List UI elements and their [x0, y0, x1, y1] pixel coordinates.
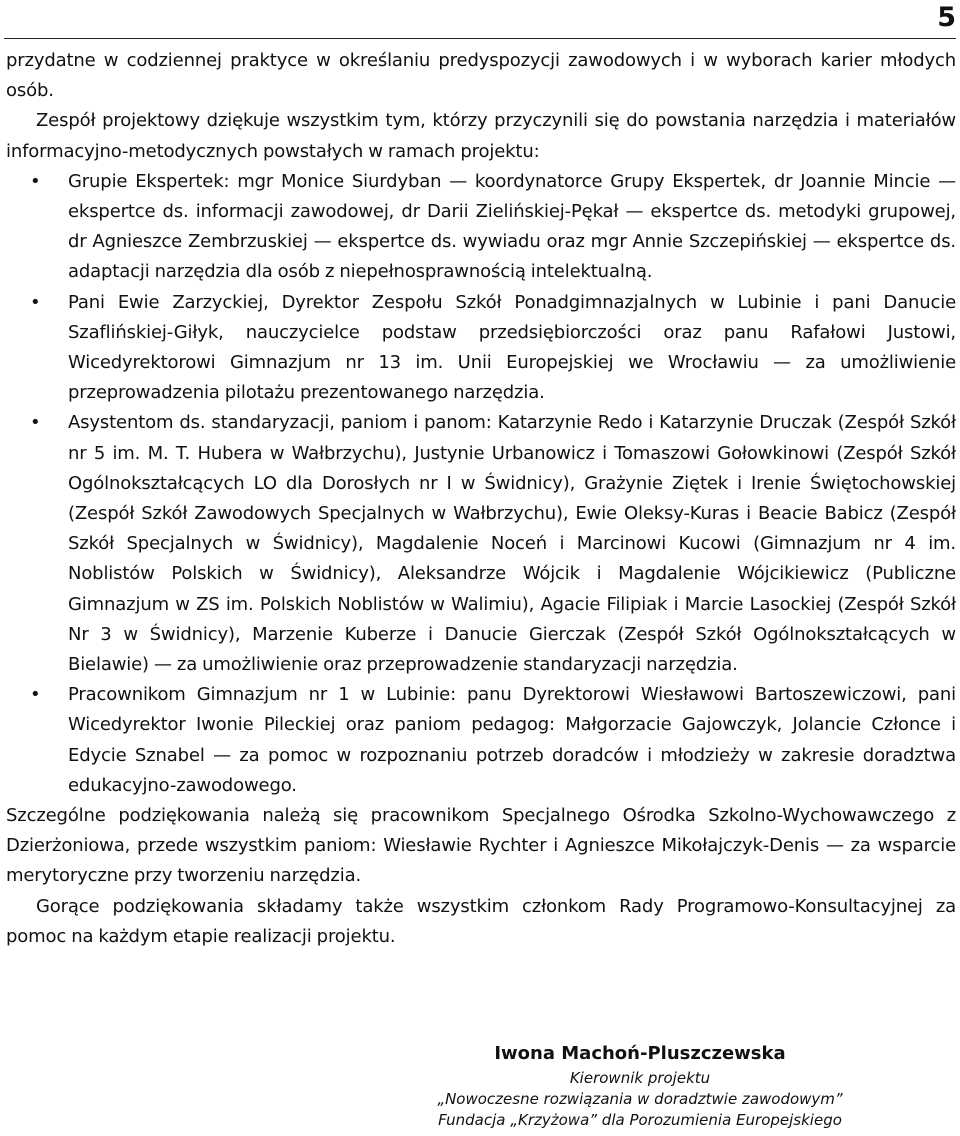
bullet-icon: •	[30, 291, 41, 313]
warm-thanks-paragraph: Gorące podziękowania składamy także wszystkim członkom Rady Programowo-Konsultacyjnej za pomoc na każdym etapie realizacji projektu.	[6, 895, 956, 947]
bullet-icon: •	[30, 170, 41, 192]
signatory-name: Iwona Machoń-Pluszczewska	[494, 1043, 786, 1064]
list-item	[6, 680, 956, 801]
list-item-text: Asystentom ds. standaryzacji, paniom i panom: Katarzynie Redo i Katarzynie Druczak (Zespół Szkół nr 5 im. M. T. Hubera w Wałbrzychu), Justynie Urbanowicz i Tomaszowi Gołowkinowi (Zespół Szkół Ogólnokształcących LO dla Dorosłych nr I w Świdnicy), Grażynie Ziętek i Irenie Świętochowskiej (Zespół Szkół Zawodowych Specjalnych w Wałbrzychu), Ewie Oleksy-Kuras i Beacie Babicz (Zespół Szkół Specjalnych w Świdnicy), Magdalenie Noceń i Marcinowi Kucowi (Gimnazjum nr 4 im. Noblistów Polskich w Świdnicy), Aleksandrze Wójcik i Magdalenie Wójcikiewicz (Publiczne Gimnazjum w ZS im. Polskich Noblistów w Walimiu), Agacie Filipiak i Marcie Lasockiej (Zespół Szkół Nr 3 w Świdnicy), Marzenie Kuberze i Danucie Gierczak (Zespół Szkół Ogólnokształcących w Bielawie) — za umożliwienie oraz przeprowadzenie standaryzacji narzędzia.	[68, 412, 956, 676]
organization-name: Fundacja „Krzyżowa” dla Porozumienia Europejskiego	[438, 1111, 842, 1129]
list-item	[6, 288, 956, 409]
list-item	[6, 167, 956, 288]
document-body	[6, 46, 956, 952]
page-number: 5	[937, 2, 956, 33]
team-thanks-paragraph: Zespół projektowy dziękuje wszystkim tym, którzy przyczynili się do powstania narzędzia i materiałów informacyjno-metodycznych powstałych w ramach projektu:	[6, 110, 956, 162]
header-rule	[4, 38, 956, 39]
special-thanks-paragraph: Szczególne podziękowania należą się pracownikom Specjalnego Ośrodka Szkolno-Wychowawczego z Dzierżoniowa, przede wszystkim paniom: Wiesławie Rychter i Agnieszce Mikołajczyk-Denis — za wsparcie merytoryczne przy tworzeniu narzędzia.	[6, 805, 956, 887]
list-item	[6, 408, 956, 680]
acknowledgements-list	[6, 167, 956, 801]
list-item-text: Grupie Ekspertek: mgr Monice Siurdyban — koordynatorce Grupy Ekspertek, dr Joannie Mincie — ekspertce ds. informacji zawodowej, dr Darii Zielińskiej-Pękał — ekspertce ds. metodyki grupowej, dr Agnieszce Zembrzuskiej — ekspertce ds. wywiadu oraz mgr Annie Szczepińskiej — ekspertce ds. adaptacji narzędzia dla osób z niepełnosprawnością intelektualną.	[68, 170, 956, 283]
list-item-text: Pracownikom Gimnazjum nr 1 w Lubinie: panu Dyrektorowi Wiesławowi Bartoszewiczowi, pani Wicedyrektor Iwonie Pileckiej oraz paniom pedagog: Małgorzacie Gajowczyk, Jolancie Członce i Edycie Sznabel — za pomoc w rozpoznaniu potrzeb doradców i młodzieży w zakresie doradztwa edukacyjno-zawodowego.	[68, 684, 956, 796]
bullet-icon: •	[30, 412, 41, 434]
signatory-role: Kierownik projektu	[569, 1069, 711, 1087]
signature-block	[380, 1040, 900, 1131]
project-name: „Nowoczesne rozwiązania w doradztwie zawodowym”	[437, 1090, 843, 1108]
intro-continuation-paragraph: przydatne w codziennej praktyce w określaniu predyspozycji zawodowych i w wyborach karier młodych osób.	[6, 50, 956, 102]
list-item-text: Pani Ewie Zarzyckiej, Dyrektor Zespołu Szkół Ponadgimnazjalnych w Lubinie i pani Danucie Szaflińskiej-Giłyk, nauczycielce podstaw przedsiębiorczości oraz panu Rafałowi Justowi, Wicedyrektorowi Gimnazjum nr 13 im. Unii Europejskiej we Wrocławiu — za umożliwienie przeprowadzenia pilotażu prezentowanego narzędzia.	[68, 291, 956, 404]
bullet-icon: •	[30, 684, 41, 706]
